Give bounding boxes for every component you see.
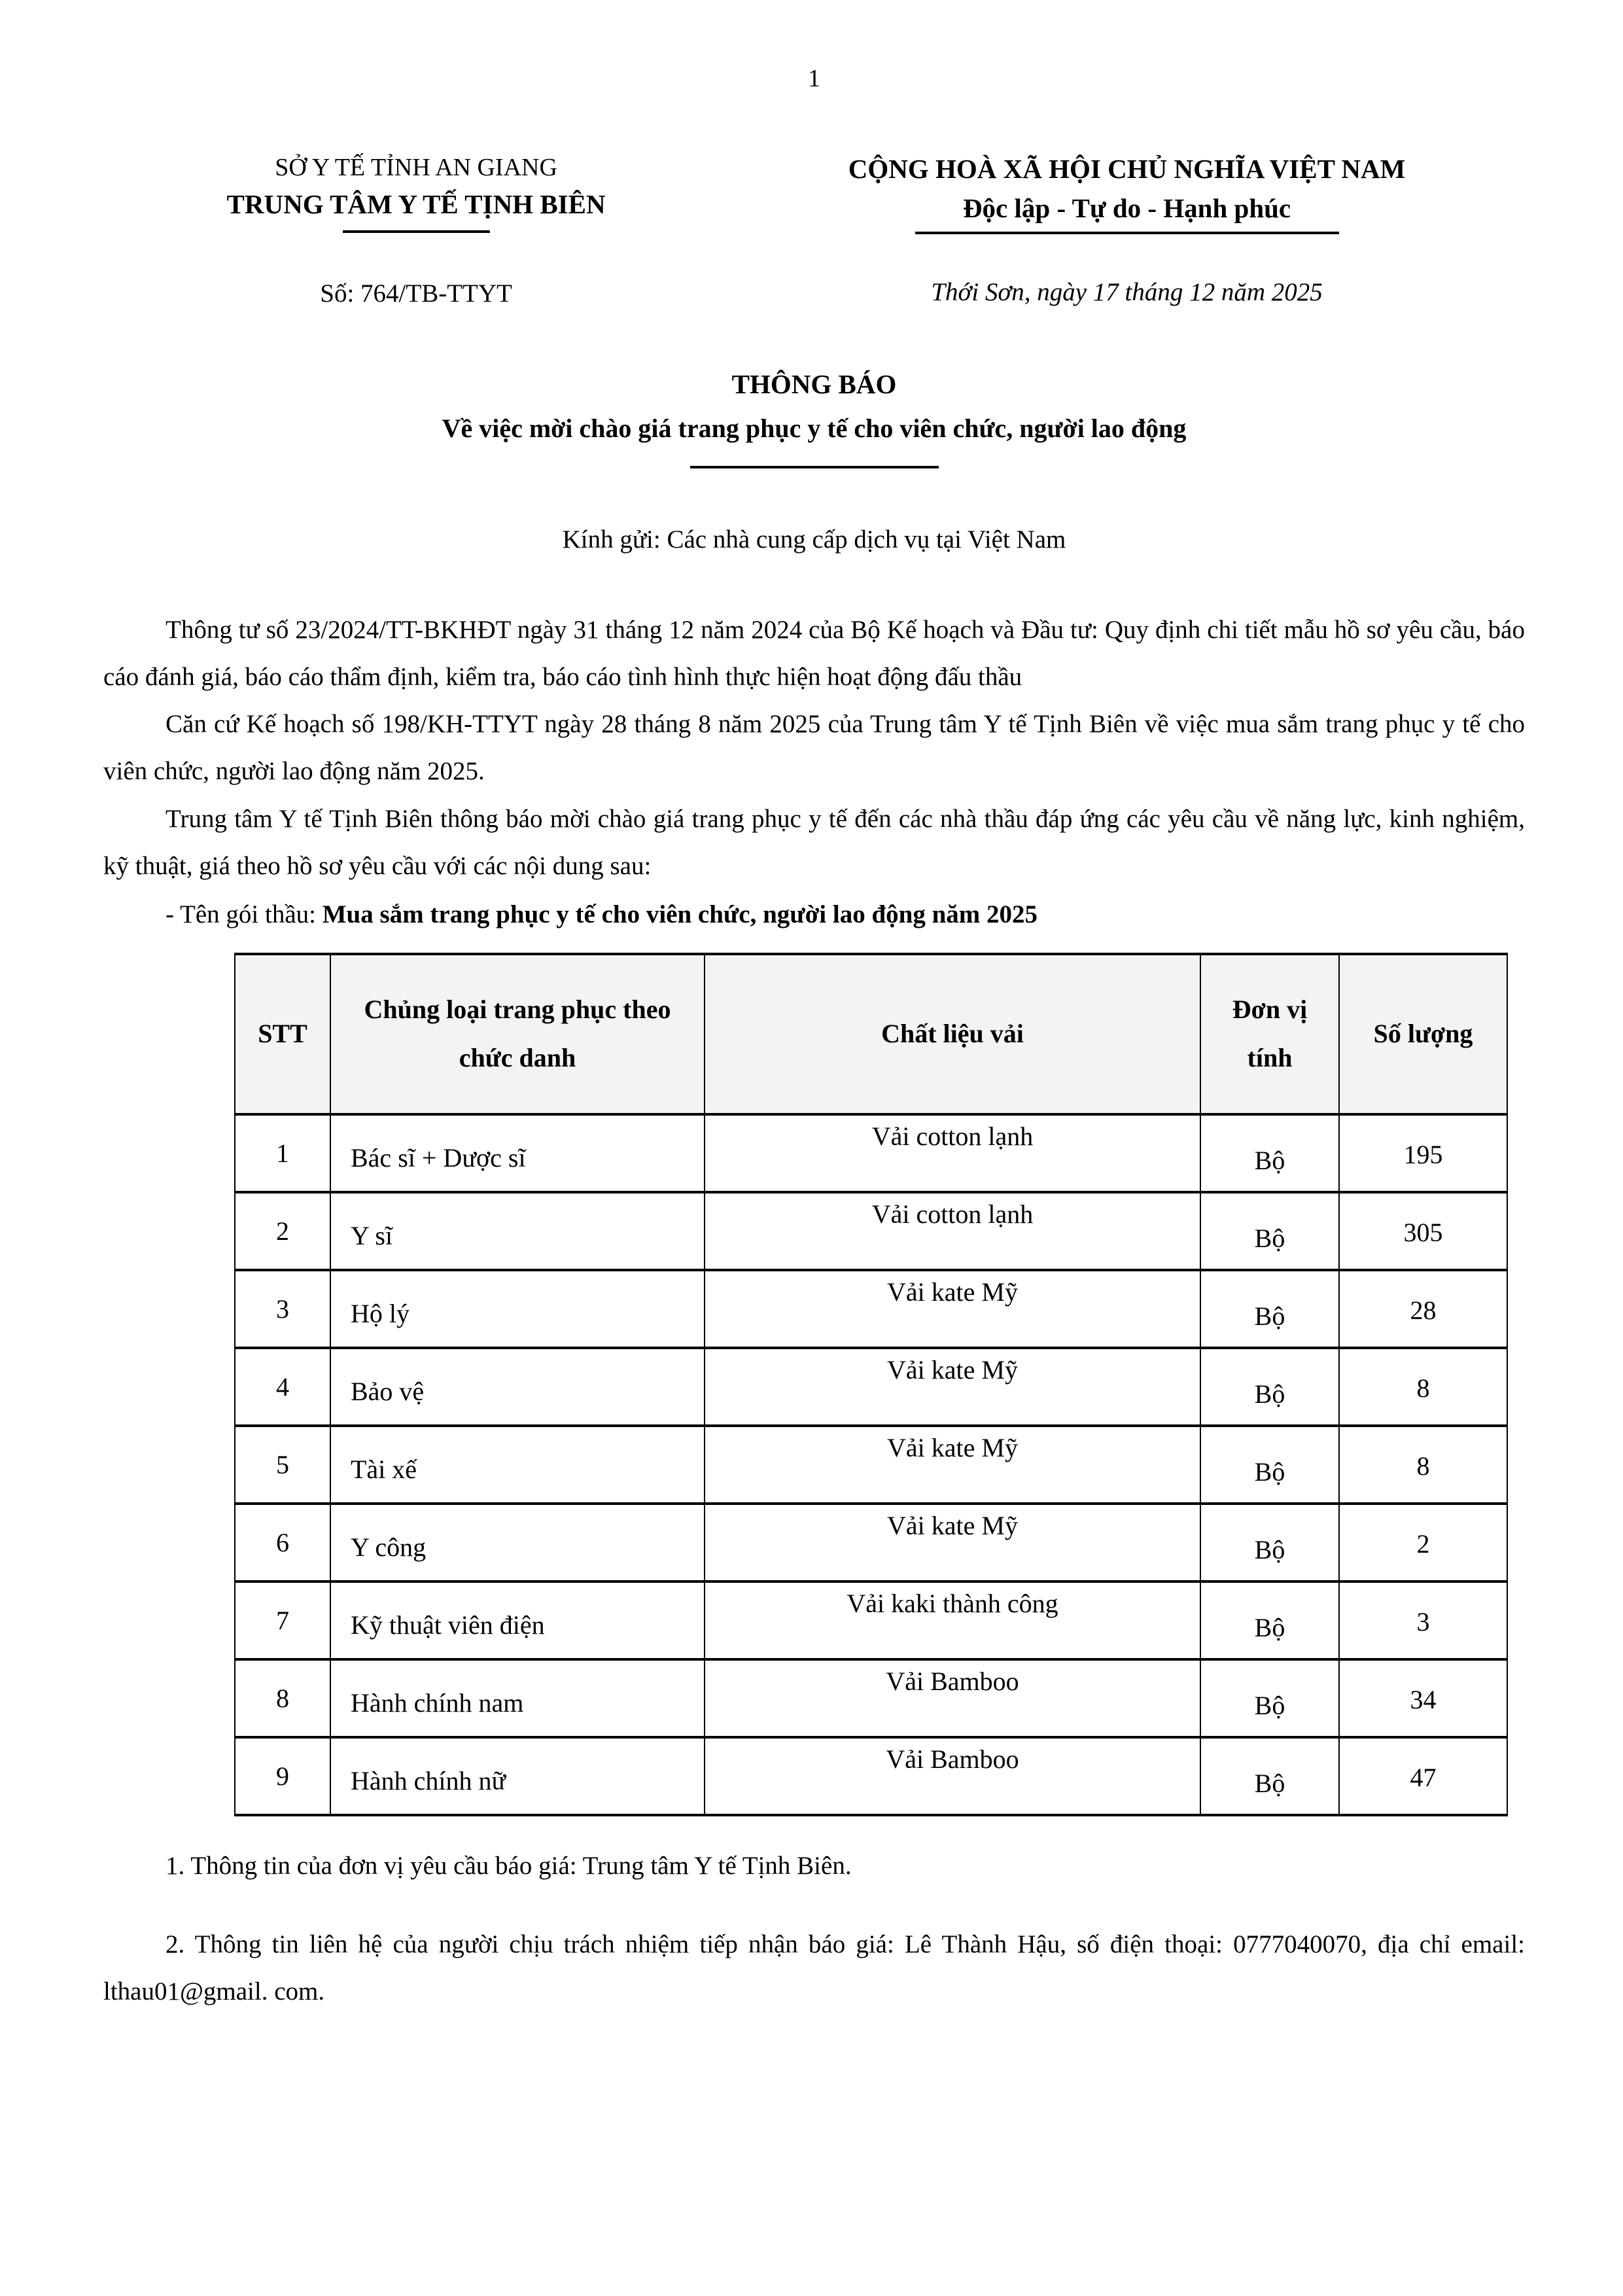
row-unit: Bộ	[1200, 1504, 1339, 1581]
row-fabric: Vải Bamboo	[705, 1659, 1200, 1737]
col-header-unit: Đơn vị tính	[1200, 954, 1339, 1114]
row-type: Y sĩ	[330, 1192, 705, 1270]
national-title: CỘNG HOÀ XÃ HỘI CHỦ NGHĨA VIỆT NAM	[848, 154, 1406, 184]
row-unit: Bộ	[1200, 1426, 1339, 1504]
row-qty: 34	[1339, 1659, 1507, 1737]
row-stt: 9	[235, 1737, 330, 1815]
row-unit: Bộ	[1200, 1737, 1339, 1815]
table-row	[235, 1348, 1507, 1426]
document-header	[103, 153, 1525, 308]
uniform-quote-table	[234, 953, 1508, 1816]
row-fabric: Vải kaki thành công	[705, 1581, 1200, 1659]
row-qty: 28	[1339, 1270, 1507, 1348]
row-type: Hành chính nữ	[330, 1737, 705, 1815]
col-header-stt: STT	[235, 954, 330, 1114]
row-stt: 4	[235, 1348, 330, 1426]
org-underline-divider	[343, 230, 490, 233]
document-title: THÔNG BÁO	[731, 369, 897, 399]
title-rule-divider	[690, 466, 939, 468]
row-stt: 2	[235, 1192, 330, 1270]
row-type: Hộ lý	[330, 1270, 705, 1348]
package-label: - Tên gói thầu:	[166, 900, 323, 928]
table-row	[235, 1114, 1507, 1192]
row-fabric: Vải kate Mỹ	[705, 1426, 1200, 1504]
row-type: Bác sĩ + Dược sĩ	[330, 1114, 705, 1192]
row-stt: 8	[235, 1659, 330, 1737]
table-row	[235, 1659, 1507, 1737]
issuing-org-name: TRUNG TÂM Y TẾ TỊNH BIÊN	[226, 189, 606, 219]
package-name-line	[103, 891, 1525, 938]
body-paragraphs	[103, 607, 1525, 938]
salutation-line: Kính gửi: Các nhà cung cấp dịch vụ tại Việt Nam	[562, 525, 1066, 554]
row-stt: 1	[235, 1114, 330, 1192]
paragraph-announcement: Trung tâm Y tế Tịnh Biên thông báo mời chào giá trang phục y tế đến các nhà thầu đáp ứng các yêu cầu về năng lực, kinh nghiệm, kỹ thuật, giá theo hồ sơ yêu cầu với các nội dung sau:	[103, 804, 1525, 880]
row-unit: Bộ	[1200, 1270, 1339, 1348]
row-type: Tài xế	[330, 1426, 705, 1504]
table-row	[235, 1504, 1507, 1581]
row-stt: 5	[235, 1426, 330, 1504]
row-fabric: Vải kate Mỹ	[705, 1504, 1200, 1581]
table-header-row	[235, 954, 1507, 1114]
row-unit: Bộ	[1200, 1114, 1339, 1192]
paragraph-legal-basis-2: Căn cứ Kế hoạch số 198/KH-TTYT ngày 28 tháng 8 năm 2025 của Trung tâm Y tế Tịnh Biên về việc mua sắm trang phục y tế cho viên chức, người lao động năm 2025.	[103, 710, 1525, 786]
row-fabric: Vải cotton lạnh	[705, 1192, 1200, 1270]
row-type: Hành chính nam	[330, 1659, 705, 1737]
national-motto: Độc lập - Tự do - Hạnh phúc	[962, 193, 1291, 223]
row-qty: 8	[1339, 1426, 1507, 1504]
issuing-org-block	[103, 153, 729, 308]
national-motto-block	[729, 153, 1525, 308]
table-row	[235, 1737, 1507, 1815]
row-stt: 3	[235, 1270, 330, 1348]
table-row	[235, 1270, 1507, 1348]
note-contact-info: 2. Thông tin liên hệ của người chịu trách nhiệm tiếp nhận báo giá: Lê Thành Hậu, số điện thoại: 0777040070, địa chỉ email: lthau01@gmail. com.	[103, 1930, 1525, 2006]
place-date-line: Thới Sơn, ngày 17 tháng 12 năm 2025	[931, 278, 1323, 306]
row-unit: Bộ	[1200, 1192, 1339, 1270]
row-fabric: Vải cotton lạnh	[705, 1114, 1200, 1192]
row-stt: 7	[235, 1581, 330, 1659]
row-stt: 6	[235, 1504, 330, 1581]
package-name: Mua sắm trang phục y tế cho viên chức, người lao động năm 2025	[322, 900, 1038, 928]
note-requesting-unit: 1. Thông tin của đơn vị yêu cầu báo giá: Trung tâm Y tế Tịnh Biên.	[166, 1851, 852, 1880]
row-unit: Bộ	[1200, 1348, 1339, 1426]
paragraph-legal-basis-1: Thông tư số 23/2024/TT-BKHĐT ngày 31 tháng 12 năm 2024 của Bộ Kế hoạch và Đầu tư: Quy định chi tiết mẫu hồ sơ yêu cầu, báo cáo đánh giá, báo cáo thẩm định, kiểm tra, báo cáo tình hình thực hiện hoạt động đấu thầu	[103, 616, 1525, 692]
document-title-block	[103, 368, 1525, 468]
document-subtitle: Về việc mời chào giá trang phục y tế cho viên chức, người lao động	[442, 414, 1187, 443]
table-row	[235, 1426, 1507, 1504]
row-fabric: Vải Bamboo	[705, 1737, 1200, 1815]
row-qty: 47	[1339, 1737, 1507, 1815]
motto-underline-divider	[915, 232, 1339, 234]
row-type: Y công	[330, 1504, 705, 1581]
row-qty: 195	[1339, 1114, 1507, 1192]
table-row	[235, 1192, 1507, 1270]
parent-org-name: SỞ Y TẾ TỈNH AN GIANG	[275, 154, 557, 181]
row-fabric: Vải kate Mỹ	[705, 1270, 1200, 1348]
col-header-fabric: Chất liệu vải	[705, 954, 1200, 1114]
footer-notes	[103, 1843, 1525, 2015]
page-number: 1	[808, 65, 820, 92]
document-number: Số: 764/TB-TTYT	[320, 279, 512, 308]
row-qty: 2	[1339, 1504, 1507, 1581]
col-header-qty: Số lượng	[1339, 954, 1507, 1114]
row-fabric: Vải kate Mỹ	[705, 1348, 1200, 1426]
row-qty: 305	[1339, 1192, 1507, 1270]
row-qty: 3	[1339, 1581, 1507, 1659]
table-row	[235, 1581, 1507, 1659]
col-header-type: Chủng loại trang phục theo chức danh	[330, 954, 705, 1114]
row-qty: 8	[1339, 1348, 1507, 1426]
row-type: Bảo vệ	[330, 1348, 705, 1426]
row-unit: Bộ	[1200, 1581, 1339, 1659]
row-unit: Bộ	[1200, 1659, 1339, 1737]
row-type: Kỹ thuật viên điện	[330, 1581, 705, 1659]
